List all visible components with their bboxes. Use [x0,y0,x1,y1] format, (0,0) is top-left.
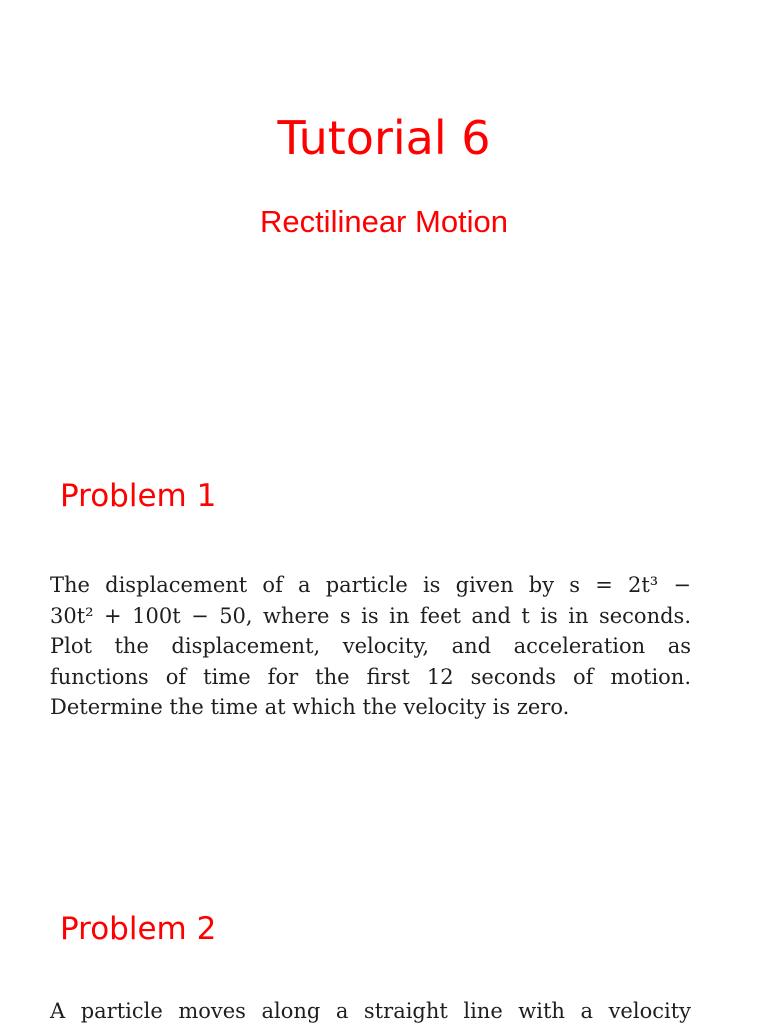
problem-2-statement [50,996,691,1027]
problem-1-statement [50,570,691,723]
problem-2-line: A particle moves along a straight line with a velocity [50,999,691,1023]
problem-2-heading: Problem 2 [60,911,217,947]
problem-1-heading: Problem 1 [60,478,217,514]
problem-1-line: functions of time for the first 12 seconds of motion. [50,664,691,689]
problem-1-line: Determine the time at which the velocity is zero. [50,695,570,719]
problem-1-line: The displacement of a particle is given by s = 2t³ − [50,573,691,597]
problem-1-line: Plot the displacement, velocity, and acceleration as [50,634,691,658]
problem-1-line: 30t² + 100t − 50, where s is in feet and t is in seconds. [50,603,691,628]
page-subtitle: Rectilinear Motion [259,204,509,239]
page-title: Tutorial 6 [277,111,491,165]
